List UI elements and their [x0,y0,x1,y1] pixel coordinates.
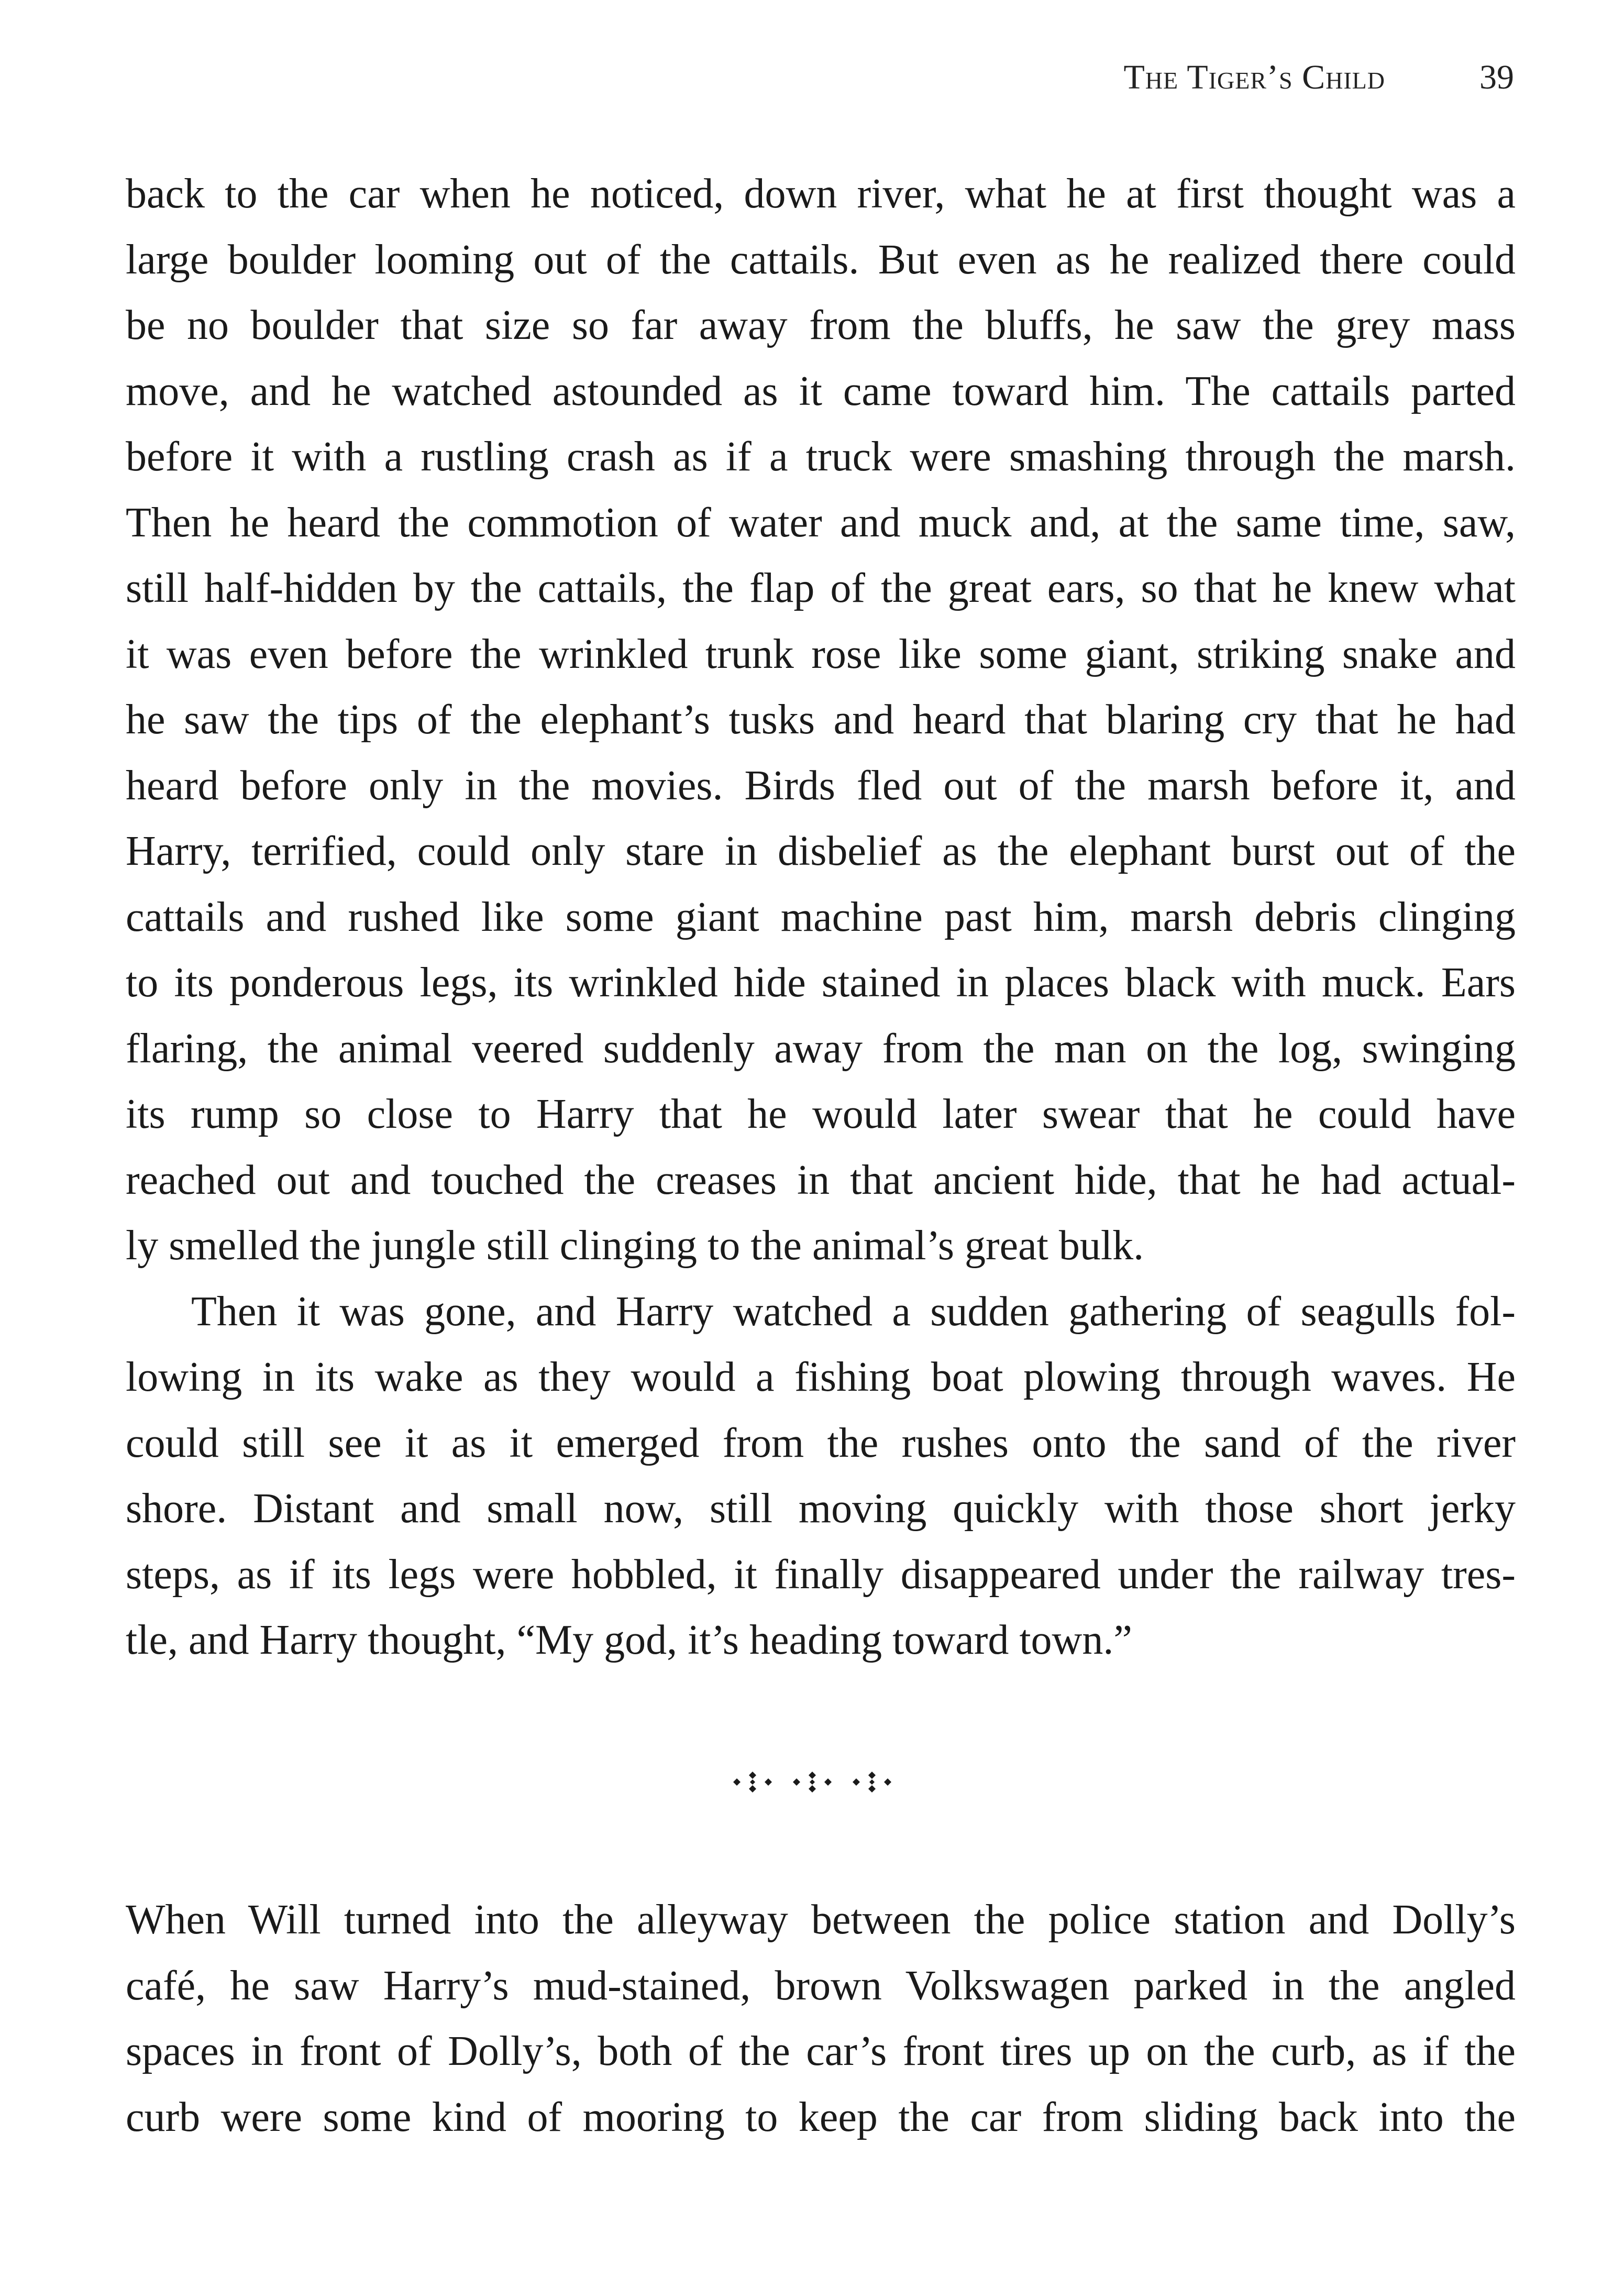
text-line: its rump so close to Harry that he would later swear that he could have [126,1091,1516,1137]
paragraph [126,1887,1516,2150]
text-line: it was even before the wrinkled trunk rose like some giant, striking snake and [126,631,1516,677]
text-line: move, and he watched astounded as it came toward him. The cattails parted [126,368,1516,414]
text-line: he saw the tips of the elephant’s tusks and heard that blaring cry that he had [126,697,1516,743]
text-line: heard before only in the movies. Birds fled out of the marsh before it, and [126,762,1516,809]
text-line: When Will turned into the alleyway between the police station and Dolly’s [126,1897,1516,1943]
diamond-cluster-icon [732,1771,774,1794]
text-line: flaring, the animal veered suddenly away from the man on the log, swinging [126,1025,1516,1072]
text-line: spaces in front of Dolly’s, both of the car’s front tires up on the curb, as if the [126,2028,1516,2074]
section-break [0,1771,1624,1796]
diamond-cluster-icon [791,1771,833,1794]
text-line: Harry, terrified, could only stare in disbelief as the elephant burst out of the [126,828,1516,874]
text-line: cattails and rushed like some giant machine past him, marsh debris clinging [126,894,1516,940]
diamond-cluster-ornament-icon [732,1771,893,1794]
text-line: large boulder looming out of the cattails. But even as he realized there could [126,236,1516,283]
text-line: Then it was gone, and Harry watched a sudden gathering of seagulls fol- [191,1288,1516,1335]
paragraph [126,161,1516,1279]
text-line: to its ponderous legs, its wrinkled hide stained in places black with muck. Ears [126,960,1516,1006]
text-line: reached out and touched the creases in that ancient hide, that he had actual- [126,1157,1516,1203]
text-line: curb were some kind of mooring to keep the car from sliding back into the [126,2094,1516,2140]
diamond-cluster-icon [851,1771,893,1794]
text-block-upper [126,161,1516,1674]
text-block-lower [126,1887,1516,2150]
running-head [1123,58,1514,97]
running-title: The Tiger’s Child [1123,58,1385,96]
text-line: shore. Distant and small now, still moving quickly with those short jerky [126,1486,1516,1532]
text-line: café, he saw Harry’s mud-stained, brown Volkswagen parked in the angled [126,1962,1516,2009]
paragraph [126,1279,1516,1674]
text-line: could still see it as it emerged from the rushes onto the sand of the river [126,1420,1516,1466]
text-line: still half-hidden by the cattails, the flap of the great ears, so that he knew what [126,565,1516,611]
text-line: ly smelled the jungle still clinging to the animal’s great bulk. [126,1223,1144,1269]
text-line: Then he heard the commotion of water and muck and, at the same time, saw, [126,499,1516,546]
page-number: 39 [1479,58,1514,96]
text-line: be no boulder that size so far away from the bluffs, he saw the grey mass [126,302,1516,348]
text-line: before it with a rustling crash as if a truck were smashing through the marsh. [126,434,1516,480]
text-line: lowing in its wake as they would a fishing boat plowing through waves. He [126,1354,1516,1400]
text-line: back to the car when he noticed, down river, what he at first thought was a [126,171,1516,217]
text-line: steps, as if its legs were hobbled, it finally disappeared under the railway tres- [126,1551,1516,1598]
text-line: tle, and Harry thought, “My god, it’s heading toward town.” [126,1617,1132,1663]
